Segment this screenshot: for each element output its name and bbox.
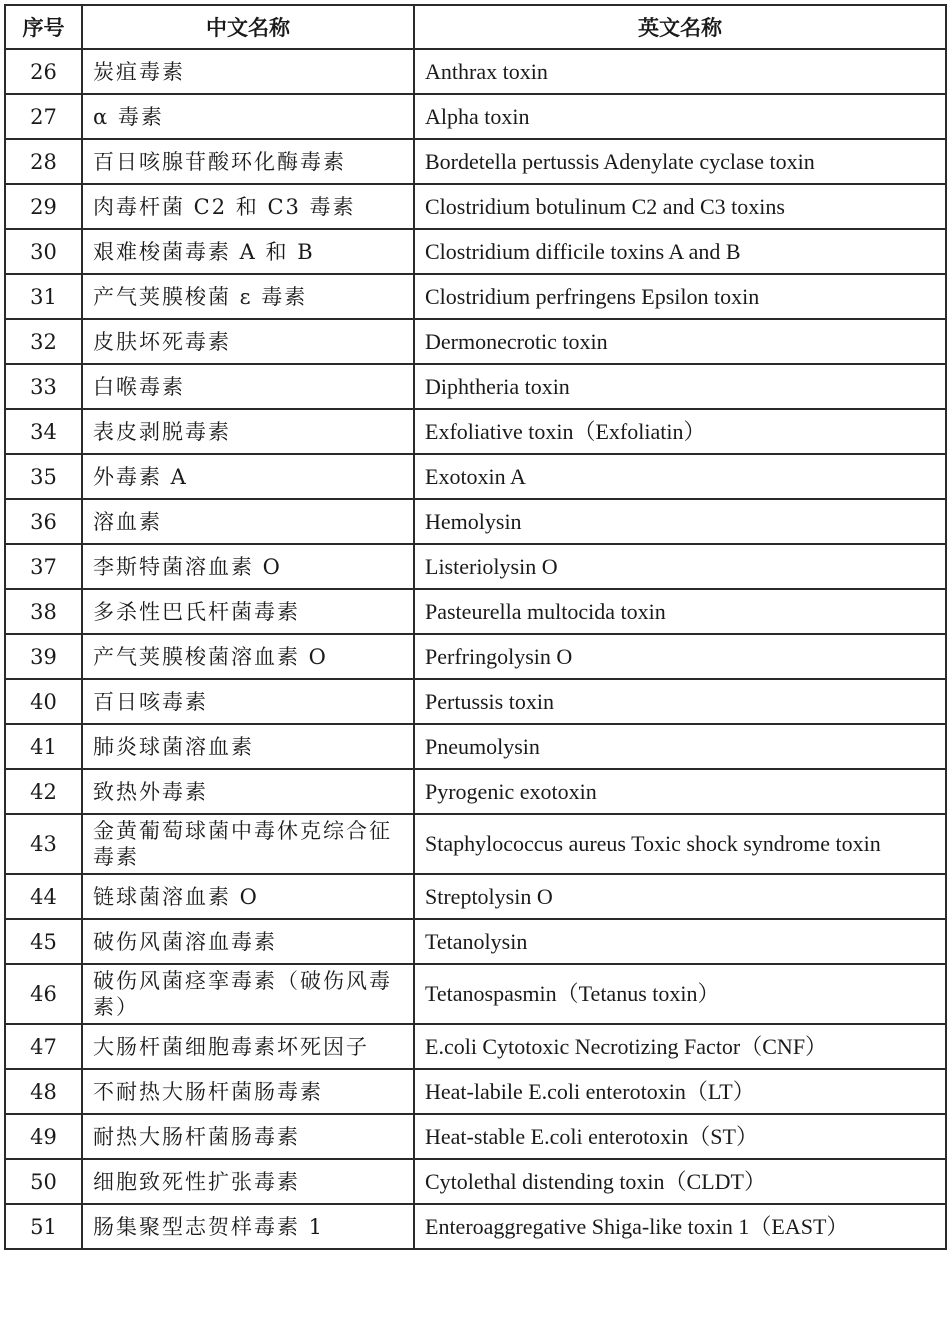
row-number-cell: 42 [5, 769, 82, 814]
chinese-name-cell: 百日咳毒素 [82, 679, 414, 724]
table-body [5, 49, 946, 1249]
table-row [5, 679, 946, 724]
row-number-cell: 48 [5, 1069, 82, 1114]
row-number-cell: 46 [5, 964, 82, 1024]
english-name-cell: Pneumolysin [414, 724, 946, 769]
row-number-cell: 29 [5, 184, 82, 229]
header-chinese-name: 中文名称 [82, 5, 414, 49]
chinese-name-cell: 百日咳腺苷酸环化酶毒素 [82, 139, 414, 184]
table-row [5, 274, 946, 319]
row-number-cell: 39 [5, 634, 82, 679]
table-row [5, 319, 946, 364]
row-number-cell: 41 [5, 724, 82, 769]
chinese-name-cell: 致热外毒素 [82, 769, 414, 814]
english-name-cell: Bordetella pertussis Adenylate cyclase toxin [414, 139, 946, 184]
row-number-cell: 40 [5, 679, 82, 724]
table-row [5, 874, 946, 919]
chinese-name-cell: 艰难梭菌毒素 A 和 B [82, 229, 414, 274]
english-name-cell: Tetanospasmin（Tetanus toxin） [414, 964, 946, 1024]
table-row [5, 49, 946, 94]
row-number-cell: 50 [5, 1159, 82, 1204]
table-row [5, 499, 946, 544]
table-row [5, 364, 946, 409]
english-name-cell: Exotoxin A [414, 454, 946, 499]
row-number-cell: 32 [5, 319, 82, 364]
chinese-name-cell: 表皮剥脱毒素 [82, 409, 414, 454]
table-row [5, 229, 946, 274]
table-row [5, 1069, 946, 1114]
english-name-cell: Alpha toxin [414, 94, 946, 139]
english-name-cell: Exfoliative toxin（Exfoliatin） [414, 409, 946, 454]
row-number-cell: 38 [5, 589, 82, 634]
row-number-cell: 36 [5, 499, 82, 544]
table-row [5, 724, 946, 769]
chinese-name-cell: 不耐热大肠杆菌肠毒素 [82, 1069, 414, 1114]
english-name-cell: Hemolysin [414, 499, 946, 544]
row-number-cell: 51 [5, 1204, 82, 1249]
row-number-cell: 49 [5, 1114, 82, 1159]
row-number-cell: 47 [5, 1024, 82, 1069]
english-name-cell: Perfringolysin O [414, 634, 946, 679]
row-number-cell: 37 [5, 544, 82, 589]
chinese-name-cell: 产气荚膜梭菌溶血素 O [82, 634, 414, 679]
chinese-name-cell: 李斯特菌溶血素 O [82, 544, 414, 589]
chinese-name-cell: 炭疽毒素 [82, 49, 414, 94]
chinese-name-cell: 皮肤坏死毒素 [82, 319, 414, 364]
table-row [5, 1159, 946, 1204]
chinese-name-cell: 金黄葡萄球菌中毒休克综合征毒素 [82, 814, 414, 874]
english-name-cell: Tetanolysin [414, 919, 946, 964]
chinese-name-cell: 白喉毒素 [82, 364, 414, 409]
table-row [5, 544, 946, 589]
english-name-cell: Pyrogenic exotoxin [414, 769, 946, 814]
row-number-cell: 35 [5, 454, 82, 499]
row-number-cell: 33 [5, 364, 82, 409]
toxin-table [4, 4, 947, 1250]
table-row [5, 769, 946, 814]
chinese-name-cell: 肉毒杆菌 C2 和 C3 毒素 [82, 184, 414, 229]
english-name-cell: Anthrax toxin [414, 49, 946, 94]
table-row [5, 1024, 946, 1069]
row-number-cell: 44 [5, 874, 82, 919]
row-number-cell: 27 [5, 94, 82, 139]
table-row [5, 919, 946, 964]
table-row [5, 184, 946, 229]
table-row [5, 964, 946, 1024]
english-name-cell: Heat-stable E.coli enterotoxin（ST） [414, 1114, 946, 1159]
english-name-cell: Clostridium difficile toxins A and B [414, 229, 946, 274]
english-name-cell: Cytolethal distending toxin（CLDT） [414, 1159, 946, 1204]
chinese-name-cell: 肺炎球菌溶血素 [82, 724, 414, 769]
row-number-cell: 45 [5, 919, 82, 964]
english-name-cell: Staphylococcus aureus Toxic shock syndrome toxin [414, 814, 946, 874]
chinese-name-cell: 破伤风菌痉挛毒素（破伤风毒素） [82, 964, 414, 1024]
english-name-cell: Pertussis toxin [414, 679, 946, 724]
table-row [5, 634, 946, 679]
table-row [5, 94, 946, 139]
english-name-cell: Streptolysin O [414, 874, 946, 919]
chinese-name-cell: 链球菌溶血素 O [82, 874, 414, 919]
english-name-cell: Clostridium botulinum C2 and C3 toxins [414, 184, 946, 229]
chinese-name-cell: 细胞致死性扩张毒素 [82, 1159, 414, 1204]
chinese-name-cell: α 毒素 [82, 94, 414, 139]
table-row [5, 589, 946, 634]
row-number-cell: 28 [5, 139, 82, 184]
chinese-name-cell: 肠集聚型志贺样毒素 1 [82, 1204, 414, 1249]
row-number-cell: 31 [5, 274, 82, 319]
english-name-cell: E.coli Cytotoxic Necrotizing Factor（CNF） [414, 1024, 946, 1069]
table-row [5, 409, 946, 454]
english-name-cell: Enteroaggregative Shiga-like toxin 1（EAST） [414, 1204, 946, 1249]
row-number-cell: 43 [5, 814, 82, 874]
table-row [5, 1204, 946, 1249]
row-number-cell: 26 [5, 49, 82, 94]
row-number-cell: 34 [5, 409, 82, 454]
table-row [5, 1114, 946, 1159]
header-english-name: 英文名称 [414, 5, 946, 49]
table-row [5, 139, 946, 184]
english-name-cell: Dermonecrotic toxin [414, 319, 946, 364]
chinese-name-cell: 破伤风菌溶血毒素 [82, 919, 414, 964]
table-row [5, 454, 946, 499]
chinese-name-cell: 多杀性巴氏杆菌毒素 [82, 589, 414, 634]
english-name-cell: Pasteurella multocida toxin [414, 589, 946, 634]
chinese-name-cell: 耐热大肠杆菌肠毒素 [82, 1114, 414, 1159]
chinese-name-cell: 外毒素 A [82, 454, 414, 499]
chinese-name-cell: 产气荚膜梭菌 ε 毒素 [82, 274, 414, 319]
table-header-row [5, 5, 946, 49]
english-name-cell: Clostridium perfringens Epsilon toxin [414, 274, 946, 319]
table-row [5, 814, 946, 874]
header-num: 序号 [5, 5, 82, 49]
english-name-cell: Diphtheria toxin [414, 364, 946, 409]
english-name-cell: Heat-labile E.coli enterotoxin（LT） [414, 1069, 946, 1114]
english-name-cell: Listeriolysin O [414, 544, 946, 589]
chinese-name-cell: 溶血素 [82, 499, 414, 544]
row-number-cell: 30 [5, 229, 82, 274]
chinese-name-cell: 大肠杆菌细胞毒素坏死因子 [82, 1024, 414, 1069]
